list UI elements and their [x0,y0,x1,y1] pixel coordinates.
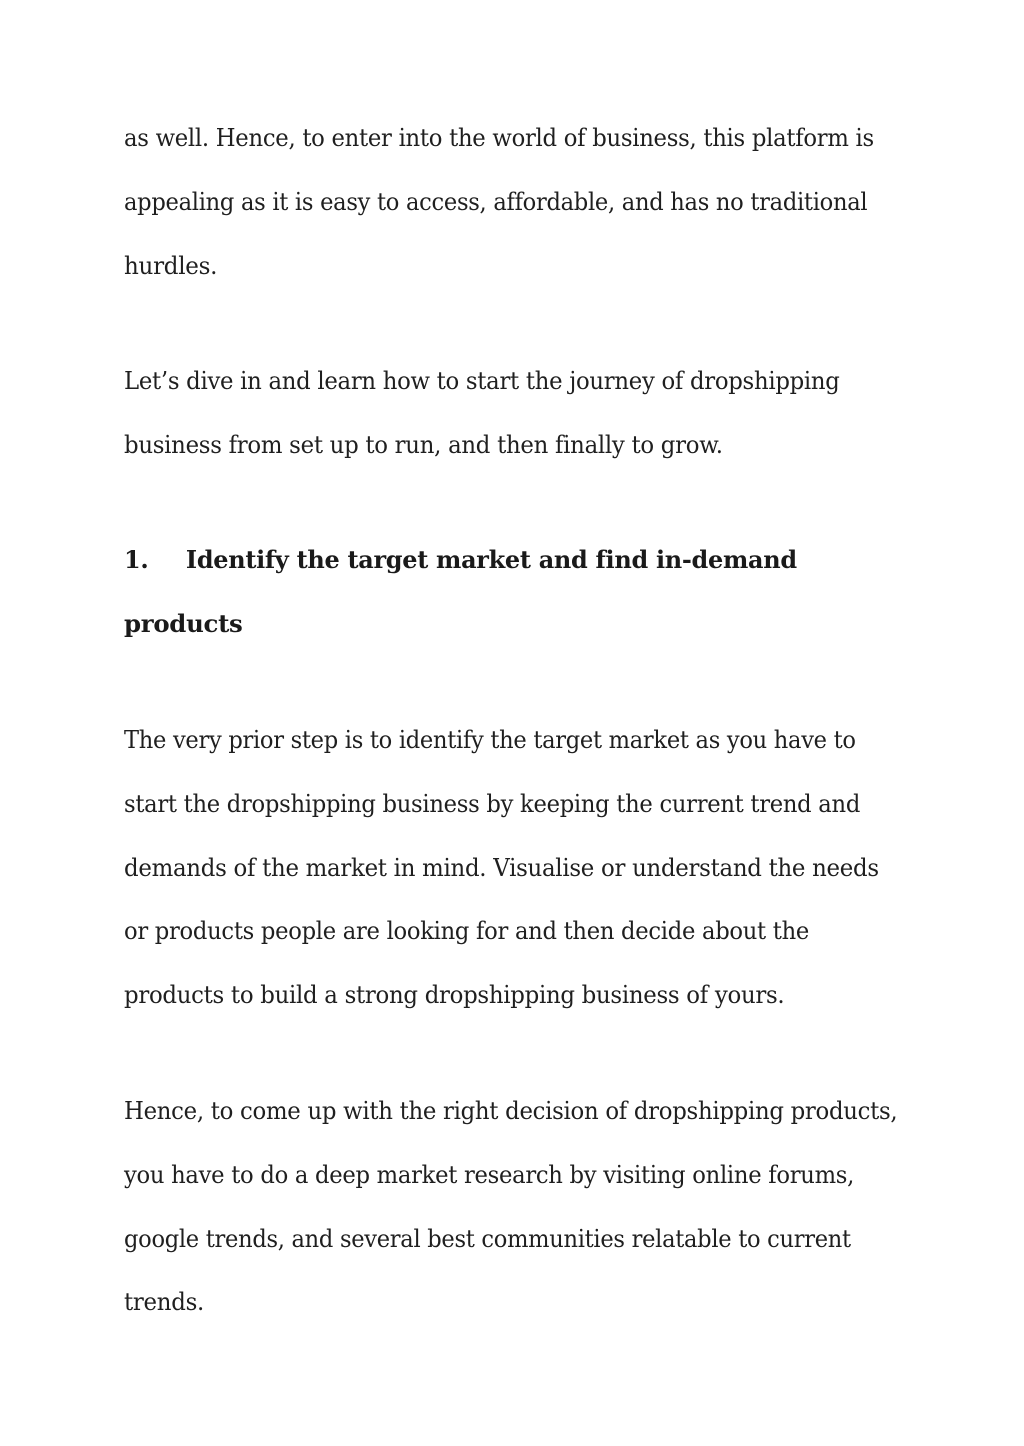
paragraph-line: Let’s dive in and learn how to start the journey of dropshipping [124,367,840,395]
section-heading [124,545,797,575]
paragraph-line: products to build a strong dropshipping business of yours. [124,981,785,1009]
paragraph-line: The very prior step is to identify the target market as you have to [124,726,856,754]
paragraph-line: start the dropshipping business by keeping the current trend and [124,790,861,818]
paragraph-line: google trends, and several best communities relatable to current [124,1225,851,1253]
paragraph-line: appealing as it is easy to access, affordable, and has no traditional [124,188,868,216]
paragraph-line: demands of the market in mind. Visualise or understand the needs [124,854,879,882]
section-heading-continued: products [124,609,243,638]
paragraph-line: as well. Hence, to enter into the world of business, this platform is [124,124,874,152]
paragraph-line: trends. [124,1288,205,1316]
paragraph-line: or products people are looking for and then decide about the [124,917,810,945]
paragraph-line: Hence, to come up with the right decision of dropshipping products, [124,1097,898,1125]
heading-number: 1. [124,545,149,574]
paragraph-line: you have to do a deep market research by visiting online forums, [124,1161,855,1189]
heading-text: Identify the target market and find in-demand [185,545,797,574]
paragraph-line: business from set up to run, and then finally to grow. [124,431,723,459]
paragraph-line: hurdles. [124,252,218,280]
